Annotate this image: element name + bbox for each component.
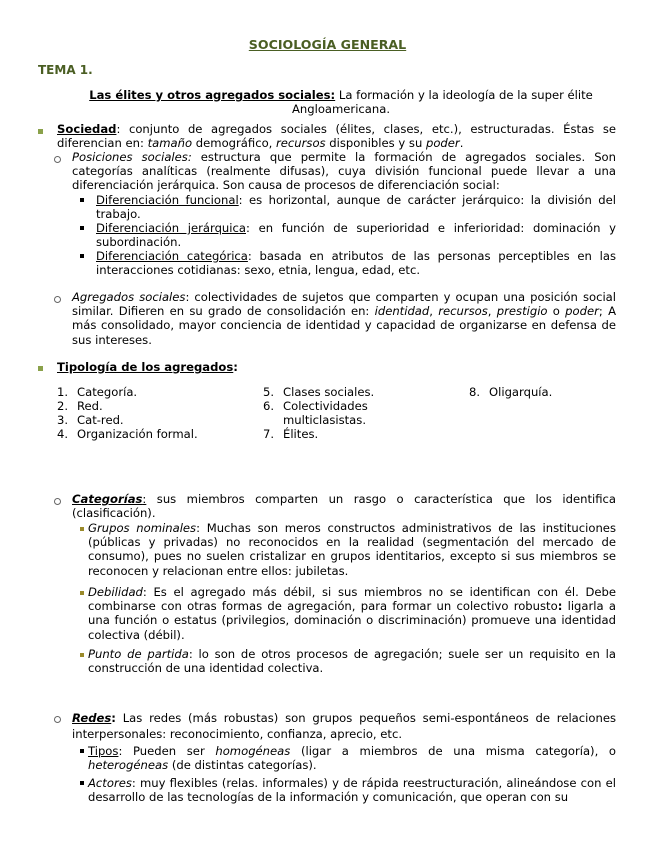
item-text: : Pueden ser	[118, 744, 216, 758]
posiciones-item	[96, 249, 616, 277]
square-bullet-icon	[80, 527, 84, 531]
categorias-text: sus miembros comparten un rasgo o característica que los identifica (clasificación).	[72, 492, 616, 521]
item-text: ligarla a una función o estatus (privilegios, dominación o discriminación) promueve una identidad colectiva (débil).	[88, 599, 616, 642]
tema-label: TEMA 1.	[38, 63, 93, 77]
redes-colon: :	[111, 711, 116, 725]
item-italic: homogéneas	[215, 744, 291, 758]
categorias-term: Categorías	[72, 492, 143, 506]
list-number: 4.	[57, 427, 69, 441]
agregados-text: ,	[487, 304, 497, 319]
tipologia-heading-text: Tipología de los agregados	[57, 360, 234, 374]
tipologia-colon: :	[233, 360, 238, 374]
list-number: 8.	[469, 385, 481, 399]
bullet-icon	[38, 366, 43, 371]
page-title: SOCIOLOGÍA GENERAL	[248, 37, 407, 52]
posiciones-item	[96, 193, 616, 221]
list-item: Cat-red.	[77, 413, 124, 427]
list-number: 5.	[263, 385, 275, 399]
redes-actores-item	[88, 776, 616, 804]
item-text: (de distintas categorías).	[168, 758, 317, 773]
agregados-italic: poder	[565, 304, 599, 319]
item-text: : Muchas son meros constructos administrativos de las instituciones (públicas y privadas) no reconocidos en la realidad (segmentación del mercado de consumo), pues no suelen cristalizar en grupos identitarios, excepto si sus miembros se reconocen y relacionan entre ellos: jubiletas.	[88, 521, 616, 578]
item-text: (ligar a miembros de una misma categoría), o	[290, 744, 616, 758]
agregados-paragraph	[72, 290, 616, 347]
item-term: Actores	[88, 776, 132, 790]
posiciones-text: estructura que permite la formación de agregados sociales. Son categorías analíticas (realmente difusas), cuya división funcional puede llevar a una diferenciación jerárquica. Son causa de procesos de diferenciación social:	[72, 150, 616, 193]
sociedad-paragraph	[57, 122, 616, 150]
subtitle-bold: Las élites y otros agregados sociales:	[89, 88, 336, 102]
square-bullet-icon	[80, 781, 84, 785]
item-text: : lo son de otros procesos de agregación; suele ser un requisito en la construcción de una identidad colectiva.	[88, 647, 616, 676]
list-number: 6.	[263, 399, 275, 413]
item-text: : es horizontal, aunque de carácter jerárquico: la división del trabajo.	[96, 193, 616, 222]
item-term: Tipos	[88, 744, 119, 758]
list-number: 7.	[263, 427, 275, 441]
square-bullet-icon	[80, 749, 84, 753]
list-item: Élites.	[283, 427, 319, 441]
sociedad-italic: poder	[425, 136, 460, 151]
categorias-paragraph	[72, 492, 616, 520]
agregados-italic: prestigio	[496, 304, 548, 319]
list-number: 1.	[57, 385, 69, 399]
item-text: : basada en atributos de las personas perceptibles en las interacciones cotidianas: sexo, etnia, lengua, edad, etc.	[96, 249, 616, 278]
square-bullet-icon	[80, 226, 84, 230]
list-item: Clases sociales.	[283, 385, 375, 399]
circle-bullet-icon	[54, 296, 61, 303]
item-term: Diferenciación jerárquica	[96, 221, 246, 235]
square-bullet-icon	[80, 653, 84, 657]
circle-bullet-icon	[54, 156, 61, 163]
list-item: Red.	[77, 399, 103, 413]
categorias-colon: :	[142, 492, 147, 506]
redes-paragraph	[72, 710, 616, 742]
categorias-item	[88, 647, 616, 675]
list-number: 3.	[57, 413, 69, 427]
subtitle	[66, 88, 616, 116]
redes-term: Redes	[72, 711, 112, 725]
circle-bullet-icon	[54, 498, 61, 505]
sociedad-text: disponibles y su	[325, 136, 426, 151]
sociedad-text: demográfico,	[192, 136, 277, 151]
list-item: Oligarquía.	[489, 385, 553, 399]
list-item: Organización formal.	[77, 427, 198, 441]
sociedad-italic: recursos	[276, 136, 326, 151]
circle-bullet-icon	[54, 716, 61, 723]
agregados-italic: identidad	[374, 304, 430, 319]
categorias-item	[88, 585, 616, 642]
subtitle-rest: La formación y la ideología de la super élite Angloamericana.	[291, 88, 593, 116]
agregados-italic: recursos	[438, 304, 488, 319]
redes-text: Las redes (más robustas) son grupos pequeños semi-espontáneos de relaciones interpersonales: reconocimiento, confianza, aprecio, etc.	[72, 711, 616, 741]
square-bullet-icon	[80, 254, 84, 258]
agregados-text: o	[547, 304, 566, 319]
list-item: Categoría.	[77, 385, 138, 399]
square-bullet-icon	[80, 591, 84, 595]
list-item: Colectividades multiclasistas.	[283, 399, 368, 428]
item-text: : Es el agregado más débil, si sus miembros no se identifican con él. Debe combinarse con otras formas de agregación, para formar un colectivo robusto	[88, 585, 616, 614]
redes-tipos-item	[88, 744, 616, 772]
sociedad-text: .	[459, 136, 464, 151]
sociedad-italic: tamaño	[147, 136, 193, 151]
item-term: Debilidad	[88, 585, 143, 599]
list-number: 2.	[57, 399, 69, 413]
agregados-text: : colectividades de sujetos que comparten y ocupan una posición social similar. Difieren en su grado de consolidación en:	[72, 290, 616, 319]
bullet-icon	[38, 129, 43, 134]
agregados-text: ; A más consolidado, mayor conciencia de identidad y capacidad de organizarse en defensa de sus intereses.	[72, 304, 617, 347]
item-text: : muy flexibles (relas. informales) y de rápida reestructuración, alineándose con el desarrollo de las tecnologías de la información y comunicación, que operan con su	[88, 776, 616, 805]
item-italic: heterogéneas	[88, 758, 169, 773]
categorias-item	[88, 521, 616, 578]
item-term: Grupos nominales	[88, 521, 197, 535]
sociedad-term: Sociedad	[57, 122, 117, 136]
agregados-term: Agregados sociales	[72, 290, 186, 304]
sociedad-text: : conjunto de agregados sociales (élites, clases, etc.), estructuradas. Éstas se diferencian en:	[57, 122, 616, 151]
posiciones-item	[96, 221, 616, 249]
posiciones-paragraph	[72, 150, 616, 193]
agregados-text: ,	[429, 304, 439, 319]
posiciones-term: Posiciones sociales:	[72, 150, 192, 164]
item-bold: :	[557, 599, 563, 614]
item-text: : en función de superioridad e inferioridad: dominación y subordinación.	[96, 221, 616, 250]
square-bullet-icon	[80, 198, 84, 202]
item-term: Punto de partida	[88, 647, 189, 661]
item-term: Diferenciación categórica	[96, 249, 248, 263]
tipologia-heading	[57, 360, 238, 374]
item-term: Diferenciación funcional	[96, 193, 239, 207]
